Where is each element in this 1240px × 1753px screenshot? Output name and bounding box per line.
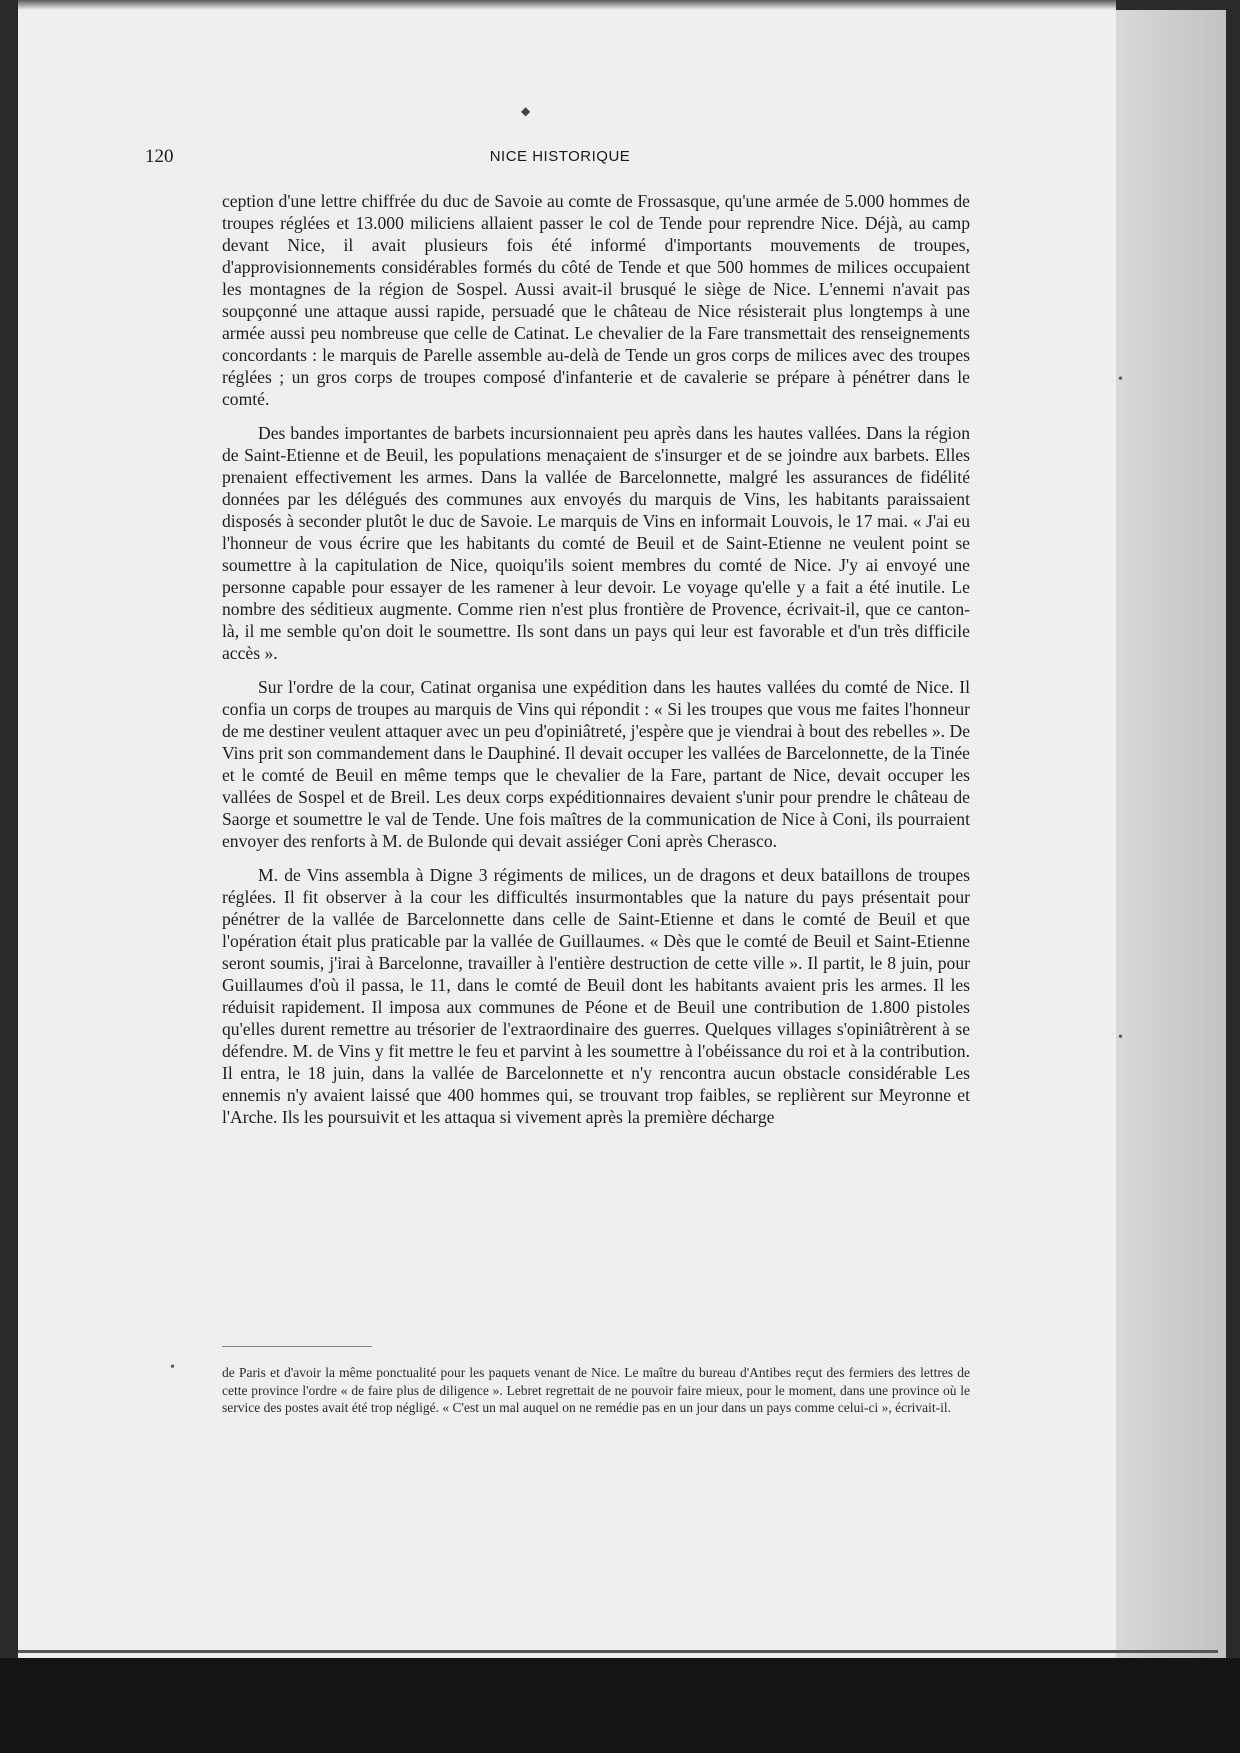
page-number: 120 (145, 146, 174, 167)
body-text (222, 190, 970, 1128)
footnote-separator (222, 1346, 372, 1347)
scanner-bottom-band (0, 1658, 1240, 1753)
paragraph: M. de Vins assembla à Digne 3 régiments de milices, un de dragons et deux bataillons de troupes réglées. Il fit observer à la cour les difficultés insurmontables que la nature du pays présentait pour pénétrer de la vallée de Barcelonnette dans celle de Saint-Etienne et dans le comté de Beuil et que l'opération était plus praticable par la vallée de Guillaumes. « Dès que le comté de Beuil et Saint-Etienne seront soumis, j'irai à Barcelonne, travailler à l'entière destruction de cette ville ». Il partit, le 8 juin, pour Guillaumes d'où il passa, le 11, dans le comté de Beuil dont les habitants avaient pris les armes. Il les réduisit rapidement. Il imposa aux communes de Péone et de Beuil une contribution de 1.800 pistoles qu'elles durent remettre au trésorier de l'extraordinaire des guerres. Quelques villages s'opiniâtrèrent à se défendre. M. de Vins y fit mettre le feu et parvint à les soumettre à l'obéissance du roi et à la contribution. Il entra, le 18 juin, dans la vallée de Barcelonnette et n'y rencontra aucun obstacle considérable Les ennemis n'y avaient laissé que 400 hommes qui, se trouvant trop faibles, se replièrent sur Meyronne et l'Arche. Ils les poursuivit et les attaqua si vivement après la première décharge (222, 865, 970, 1127)
running-title: NICE HISTORIQUE (489, 148, 631, 165)
footnote: de Paris et d'avoir la même ponctualité pour les paquets venant de Nice. Le maître du bureau d'Antibes reçut des fermiers des lettres de cette province l'ordre « de faire plus de diligence ». Lebret regrettait de ne pouvoir faire mieux, pour le moment, dans une province où le service des postes avait été trop négligé. « C'est un mal auquel on ne remédie pas en un jour dans un pays comme celui-ci », écrivait-il. (222, 1365, 970, 1415)
page-bottom-edge (18, 1650, 1218, 1653)
paragraph: ception d'une lettre chiffrée du duc de Savoie au comte de Frossasque, qu'une armée de 5.000 hommes de troupes réglées et 13.000 miliciens allaient passer le col de Tende pour reprendre Nice. Déjà, au camp devant Nice, il avait plusieurs fois été informé d'importants mouvements de troupes, d'approvisionnements considérables formés du côté de Tende et que 500 hommes de milices occupaient les montagnes de la région de Sospel. Aussi avait-il brusqué le siège de Nice. L'ennemi n'avait pas soupçonné une attaque aussi rapide, persuadé que le château de Nice résisterait plus longtemps à une armée aussi peu nombreuse que celle de Catinat. Le chevalier de la Fare transmettait des renseignements concordants : le marquis de Parelle assemble au-delà de Tende un gros corps de milices avec des troupes réglées ; un gros corps de troupes composé d'infanterie et de cavalerie se prépare à pénétrer dans le comté. (222, 191, 970, 409)
margin-tick-icon: • (170, 1360, 175, 1375)
margin-tick-icon: • (1118, 372, 1123, 387)
paragraph: Des bandes importantes de barbets incursionnaient peu après dans les hautes vallées. Dans la région de Saint-Etienne et de Beuil, les populations menaçaient de s'insurger et de se joindre aux barbets. Elles prenaient effectivement les armes. Dans la vallée de Barcelonnette, malgré les assurances de fidélité données par les délégués des communes aux envoyés du marquis de Vins, les habitants paraissaient disposés à seconder plutôt le duc de Savoie. Le marquis de Vins en informait Louvois, le 17 mai. « J'ai eu l'honneur de vous écrire que les habitants du comté de Beuil et de Saint-Etienne ne veulent point se soumettre à la capitulation de Nice, quoiqu'ils soient membres du comté de Nice. J'y ai envoyé une personne capable pour essayer de les ramener à leur devoir. Le voyage qu'elle y a fait a été inutile. Le nombre des séditieux augmente. Comme rien n'est plus frontière de Provence, écrivait-il, que ce canton-là, il me semble qu'on doit le soumettre. Ils sont dans un pays qui leur est favorable et d'un très difficile accès ». (222, 423, 970, 663)
facing-page-edge (1116, 10, 1226, 1660)
top-edge-shadow (18, 0, 1116, 10)
paragraph: Sur l'ordre de la cour, Catinat organisa une expédition dans les hautes vallées du comté de Nice. Il confia un corps de troupes au marquis de Vins qui répondit : « Si les troupes que vous me faites l'honneur de me destiner veulent attaquer avec un peu d'opiniâtreté, j'espère que je viendrai à bout des rebelles ». De Vins prit son commandement dans le Dauphiné. Il devait occuper les vallées de Barcelonnette, de la Tinée et le comté de Beuil en même temps que le chevalier de la Fare, partant de Nice, devait occuper les vallées de Sospel et de Breil. Les deux corps expéditionnaires devaient s'unir pour prendre le château de Saorge et soumettre le val de Tende. Une fois maîtres de la communication de Nice à Coni, ils pourraient envoyer des renforts à M. de Bulonde qui devait assiéger Coni après Cherasco. (222, 677, 970, 851)
margin-tick-icon: • (1118, 1030, 1123, 1045)
ornament-icon: ◆ (521, 104, 531, 118)
page-header (145, 146, 975, 172)
